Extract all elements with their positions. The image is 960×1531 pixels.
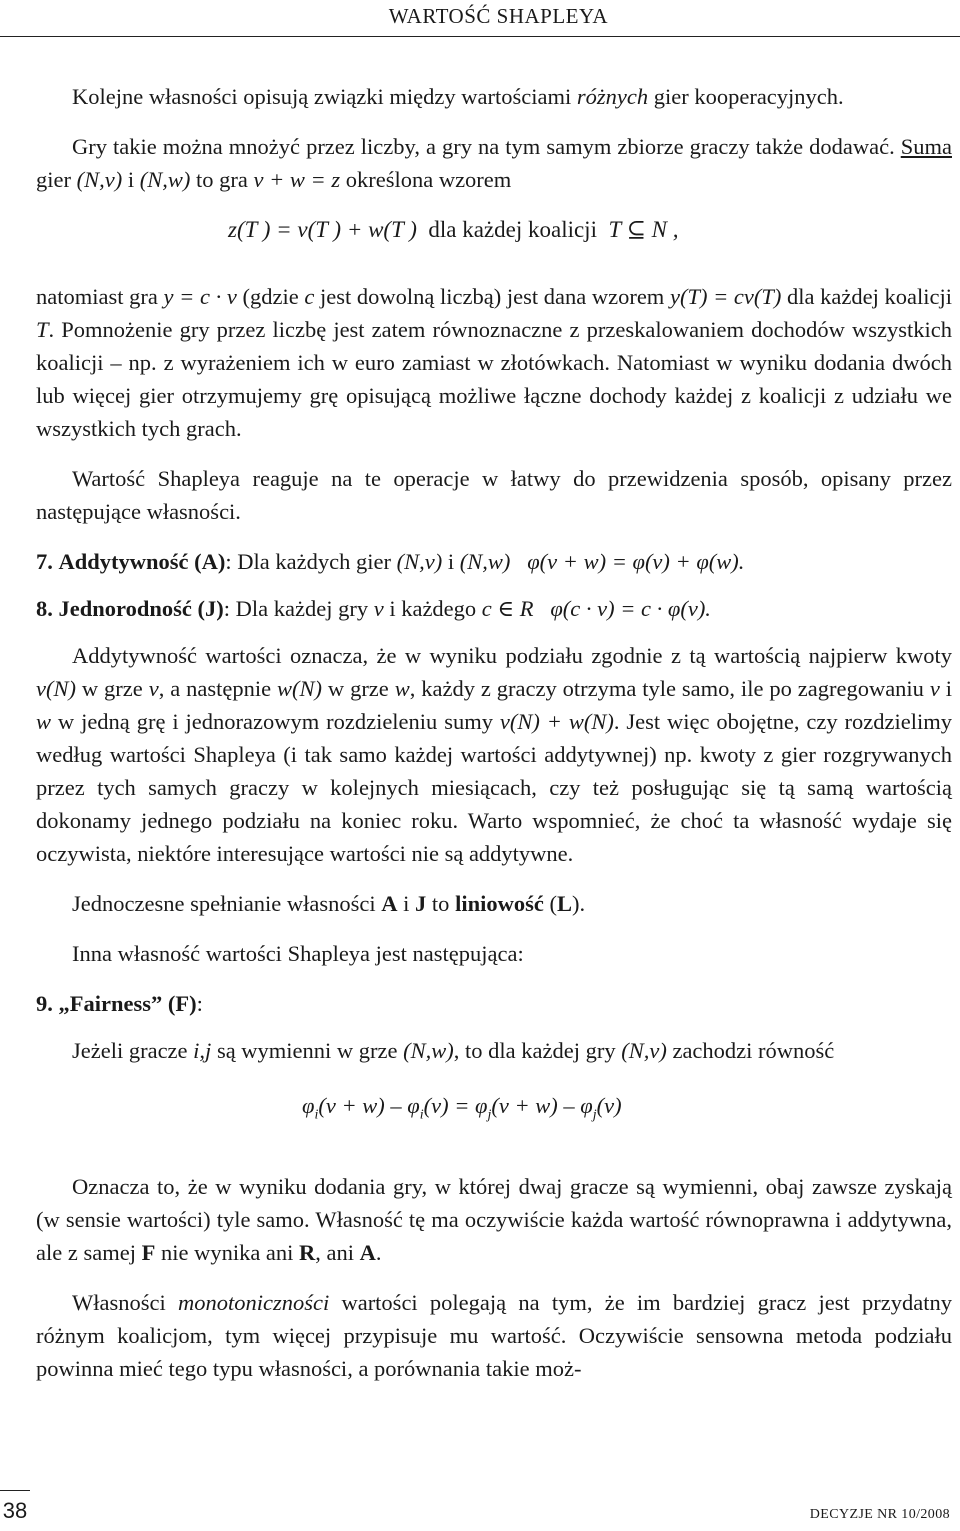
property-9-fairness: 9. „Fairness” (F):	[36, 991, 203, 1016]
formula-sum-of-games: z(T ) = v(T ) + w(T ) dla każdej koalicji T ⊆ N ,	[228, 217, 679, 242]
paragraph-2: Gry takie można mnożyć przez liczby, a gry na tym samym zbiorze graczy także dodawać. Suma gier (N,v) i (N,w) to gra v + w = z określona wzorem	[36, 134, 952, 192]
paragraph-6: Jednoczesne spełnianie własności A i J to liniowość (L).	[72, 891, 586, 916]
paragraph-1: Kolejne własności opisują związki między wartościami różnych gier kooperacyjnych.	[72, 84, 844, 109]
property-7-additivity: 7. Addytywność (A): Dla każdych gier (N,v) i (N,w) φ(v + w) = φ(v) + φ(w).	[36, 549, 745, 574]
page-number: 38	[0, 1490, 30, 1531]
paragraph-3: natomiast gra y = c · v (gdzie c jest dowolną liczbą) jest dana wzorem y(T) = cv(T) dla każdej koalicji T. Pomnożenie gry przez liczbę jest zatem równoznaczne z przeskalowaniem dochodów wszystkich koalicji – np. z wyrażeniem ich w euro zamiast w złotówkach. Natomiast w wyniku dodania dwóch lub więcej gier otrzymujemy grę opisującą możliwe łączne dochody każdej z koalicji z udziału we wszystkich tych grach.	[36, 284, 953, 441]
paragraph-8: Jeżeli gracze i,j są wymienni w grze (N,w), to dla każdej gry (N,v) zachodzi równość	[72, 1038, 835, 1063]
running-header	[0, 0, 960, 37]
paragraph-10: Własności monotoniczności wartości polegają na tym, że im bardziej gracz jest przydatny różnym koalicjom, tym więcej przypisuje mu wartość. Oczywiście sensowna metoda podziału powinna mieć tego typu własności, a porównania takie moż-	[36, 1289, 952, 1381]
formula-fairness: $\varphi_i(v + w) - \varphi_i(v) = \varphi_j(v + w) - \varphi_j(v)$	[302, 1093, 622, 1123]
journal-footer: DECYZJE NR 10/2008	[809, 1507, 950, 1522]
paragraph-9: Oznacza to, że w wyniku dodania gry, w której dwaj gracze są wymienni, obaj zawsze zyskają (w sensie wartości) tyle samo. Własność tę ma oczywiście każda wartość równoprawna i addytywna, ale z samej F nie wynika ani R, ani A.	[36, 1173, 952, 1265]
article-body	[36, 80, 952, 1402]
header-title: WARTOŚĆ SHAPLEYA	[388, 4, 608, 28]
paragraph-7: Inna własność wartości Shapleya jest następująca:	[72, 941, 524, 966]
property-8-homogeneity: 8. Jednorodność (J): Dla każdej gry v i każdego c ∈ R φ(c · v) = c · φ(v).	[36, 596, 711, 621]
paragraph-4: Wartość Shapleya reaguje na te operacje w łatwy do przewidzenia sposób, opisany przez następujące własności.	[36, 466, 952, 524]
paragraph-5: Addytywność wartości oznacza, że w wyniku podziału zgodnie z tą wartością najpierw kwoty v(N) w grze v, a następnie w(N) w grze w, każdy z graczy otrzyma tyle samo, ile po zagregowaniu v i w w jedną grę i jednorazowym rozdzieleniu sumy v(N) + w(N). Jest więc obojętne, czy rozdzielimy według wartości Shapleya (i tak samo każdej wartości addytywnej) np. kwoty z gier rozgrywanych przez tych samych graczy w kolejnych miesiącach, czy też posługując się tą samą wartością dokonamy jednego podziału na koniec roku. Warto wspomnieć, że choć ta własność wydaje się oczywista, niektóre interesujące wartości nie są addytywne.	[36, 643, 953, 866]
